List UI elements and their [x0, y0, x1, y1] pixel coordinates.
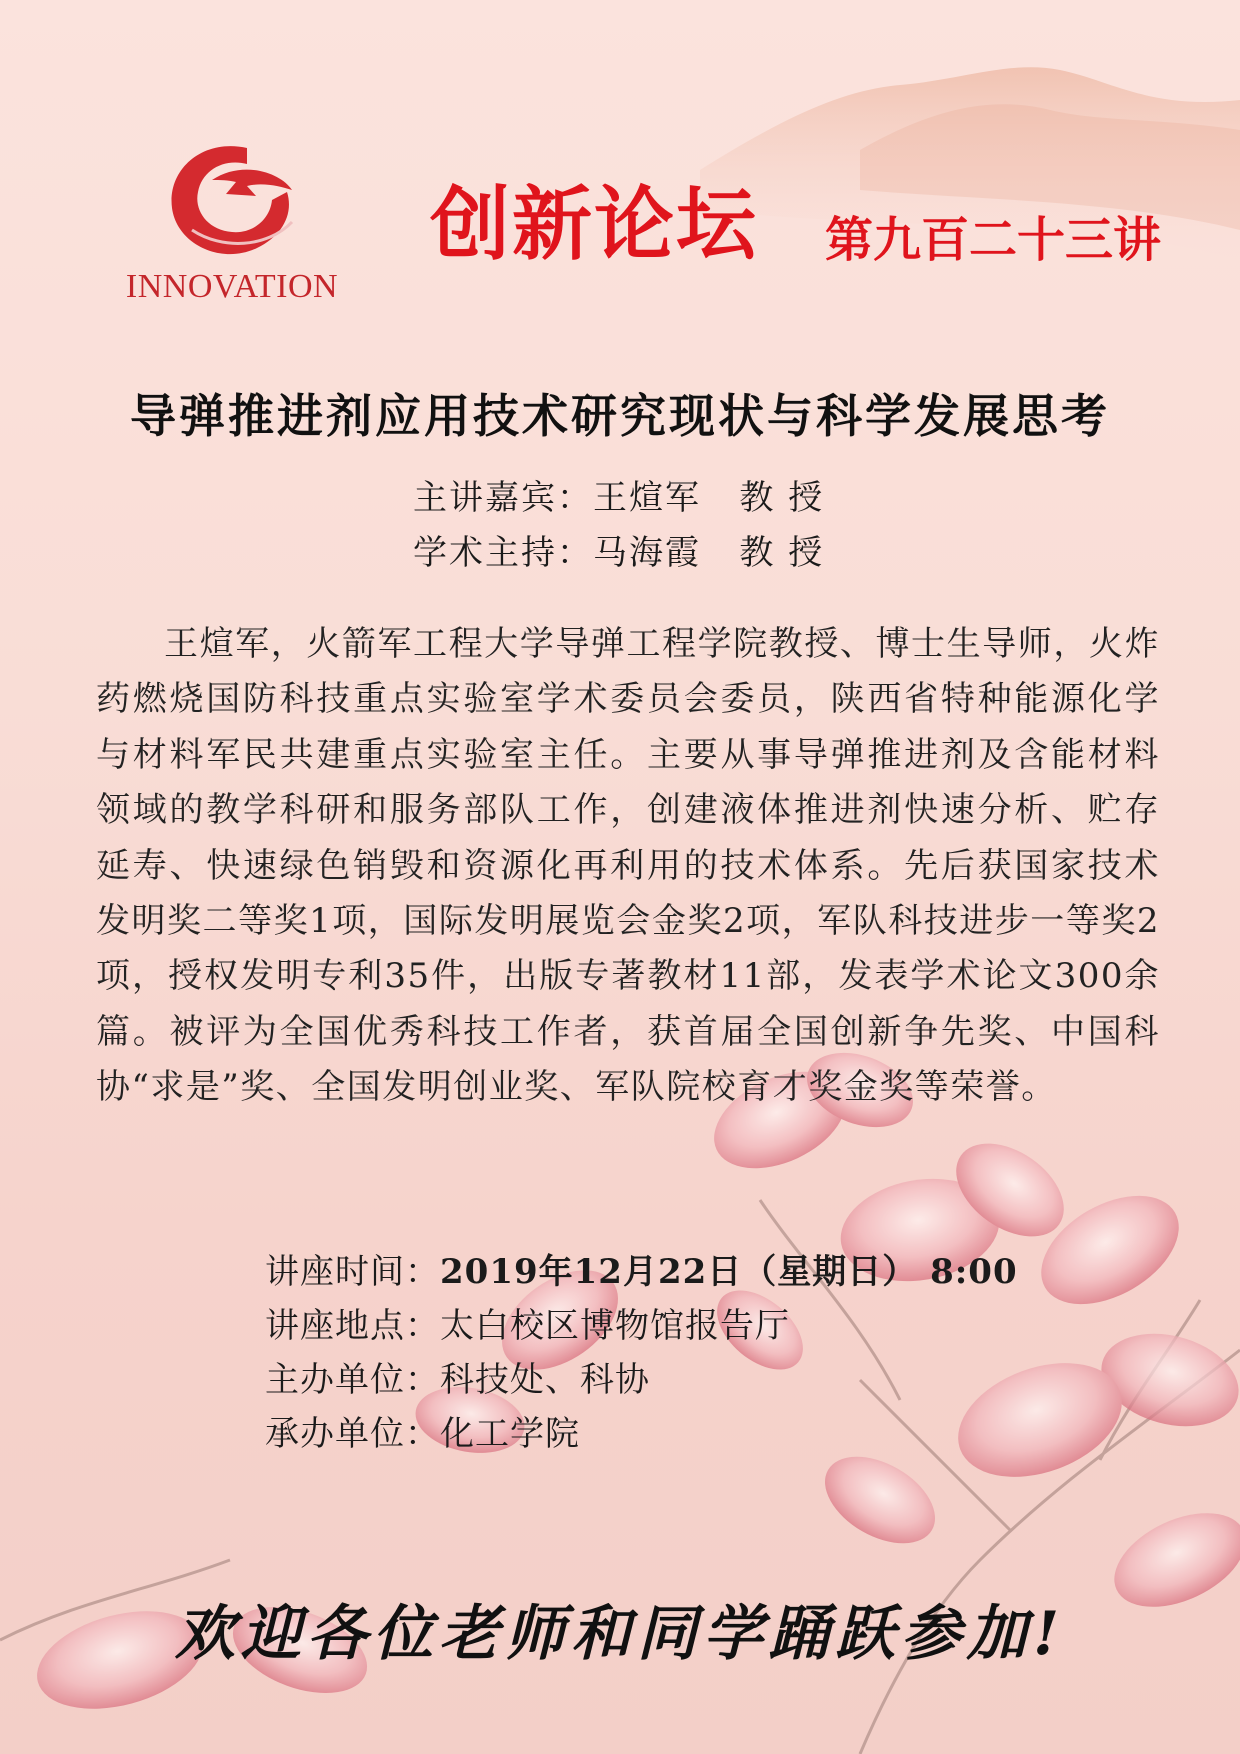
organizer-label: 主办单位： — [265, 1360, 440, 1400]
logo-text: INNOVATION — [125, 268, 339, 305]
speaker-bio: 王煊军，火箭军工程大学导弹工程学院教授、博士生导师，火炸药燃烧国防科技重点实验室学术委员会委员，陕西省特种能源化学与材料军民共建重点实验室主任。主要从事导弹推进剂及含能材料领域的教学科研和服务部队工作，创建液体推进剂快速分析、贮存延寿、快速绿色销毁和资源化再利用的技术体系。先后获国家技术发明奖二等奖1项，国际发明展览会金奖2项，军队科技进步一等奖2项，授权发明专利35件，出版专著教材11部，发表学术论文300余篇。被评为全国优秀科技工作者，获首届全国创新争先奖、中国科协“求是”奖、全国发明创业奖、军队院校育才奖金奖等荣誉。 — [96, 624, 1160, 1108]
innovation-logo — [122, 130, 342, 305]
speaker-line: 主讲嘉宾：王煊军 教 授 — [413, 478, 825, 518]
undertaker-value: 化工学院 — [440, 1414, 580, 1454]
welcome-slogan: 欢迎各位老师和同学踊跃参加! — [174, 1599, 1066, 1669]
lecture-time-label: 讲座时间： — [265, 1252, 440, 1292]
forum-title: 创新论坛 — [430, 178, 758, 271]
talk-title: 导弹推进剂应用技术研究现状与科学发展思考 — [130, 389, 1110, 443]
organizer-row — [265, 1358, 650, 1402]
swirl-logo-icon — [152, 130, 312, 270]
undertaker-row — [265, 1412, 580, 1456]
host-line: 学术主持：马海霞 教 授 — [413, 533, 825, 573]
undertaker-label: 承办单位： — [265, 1414, 440, 1454]
lecture-time-row — [265, 1250, 1018, 1294]
lecture-place-value: 太白校区博物馆报告厅 — [440, 1306, 790, 1346]
lecture-time-value: 2019年12月22日（星期日） 8:00 — [440, 1252, 1018, 1292]
lecture-place-label: 讲座地点： — [265, 1306, 440, 1346]
lecture-place-row — [265, 1304, 790, 1348]
lecture-number: 第九百二十三讲 — [825, 212, 1162, 268]
organizer-value: 科技处、科协 — [440, 1360, 650, 1400]
